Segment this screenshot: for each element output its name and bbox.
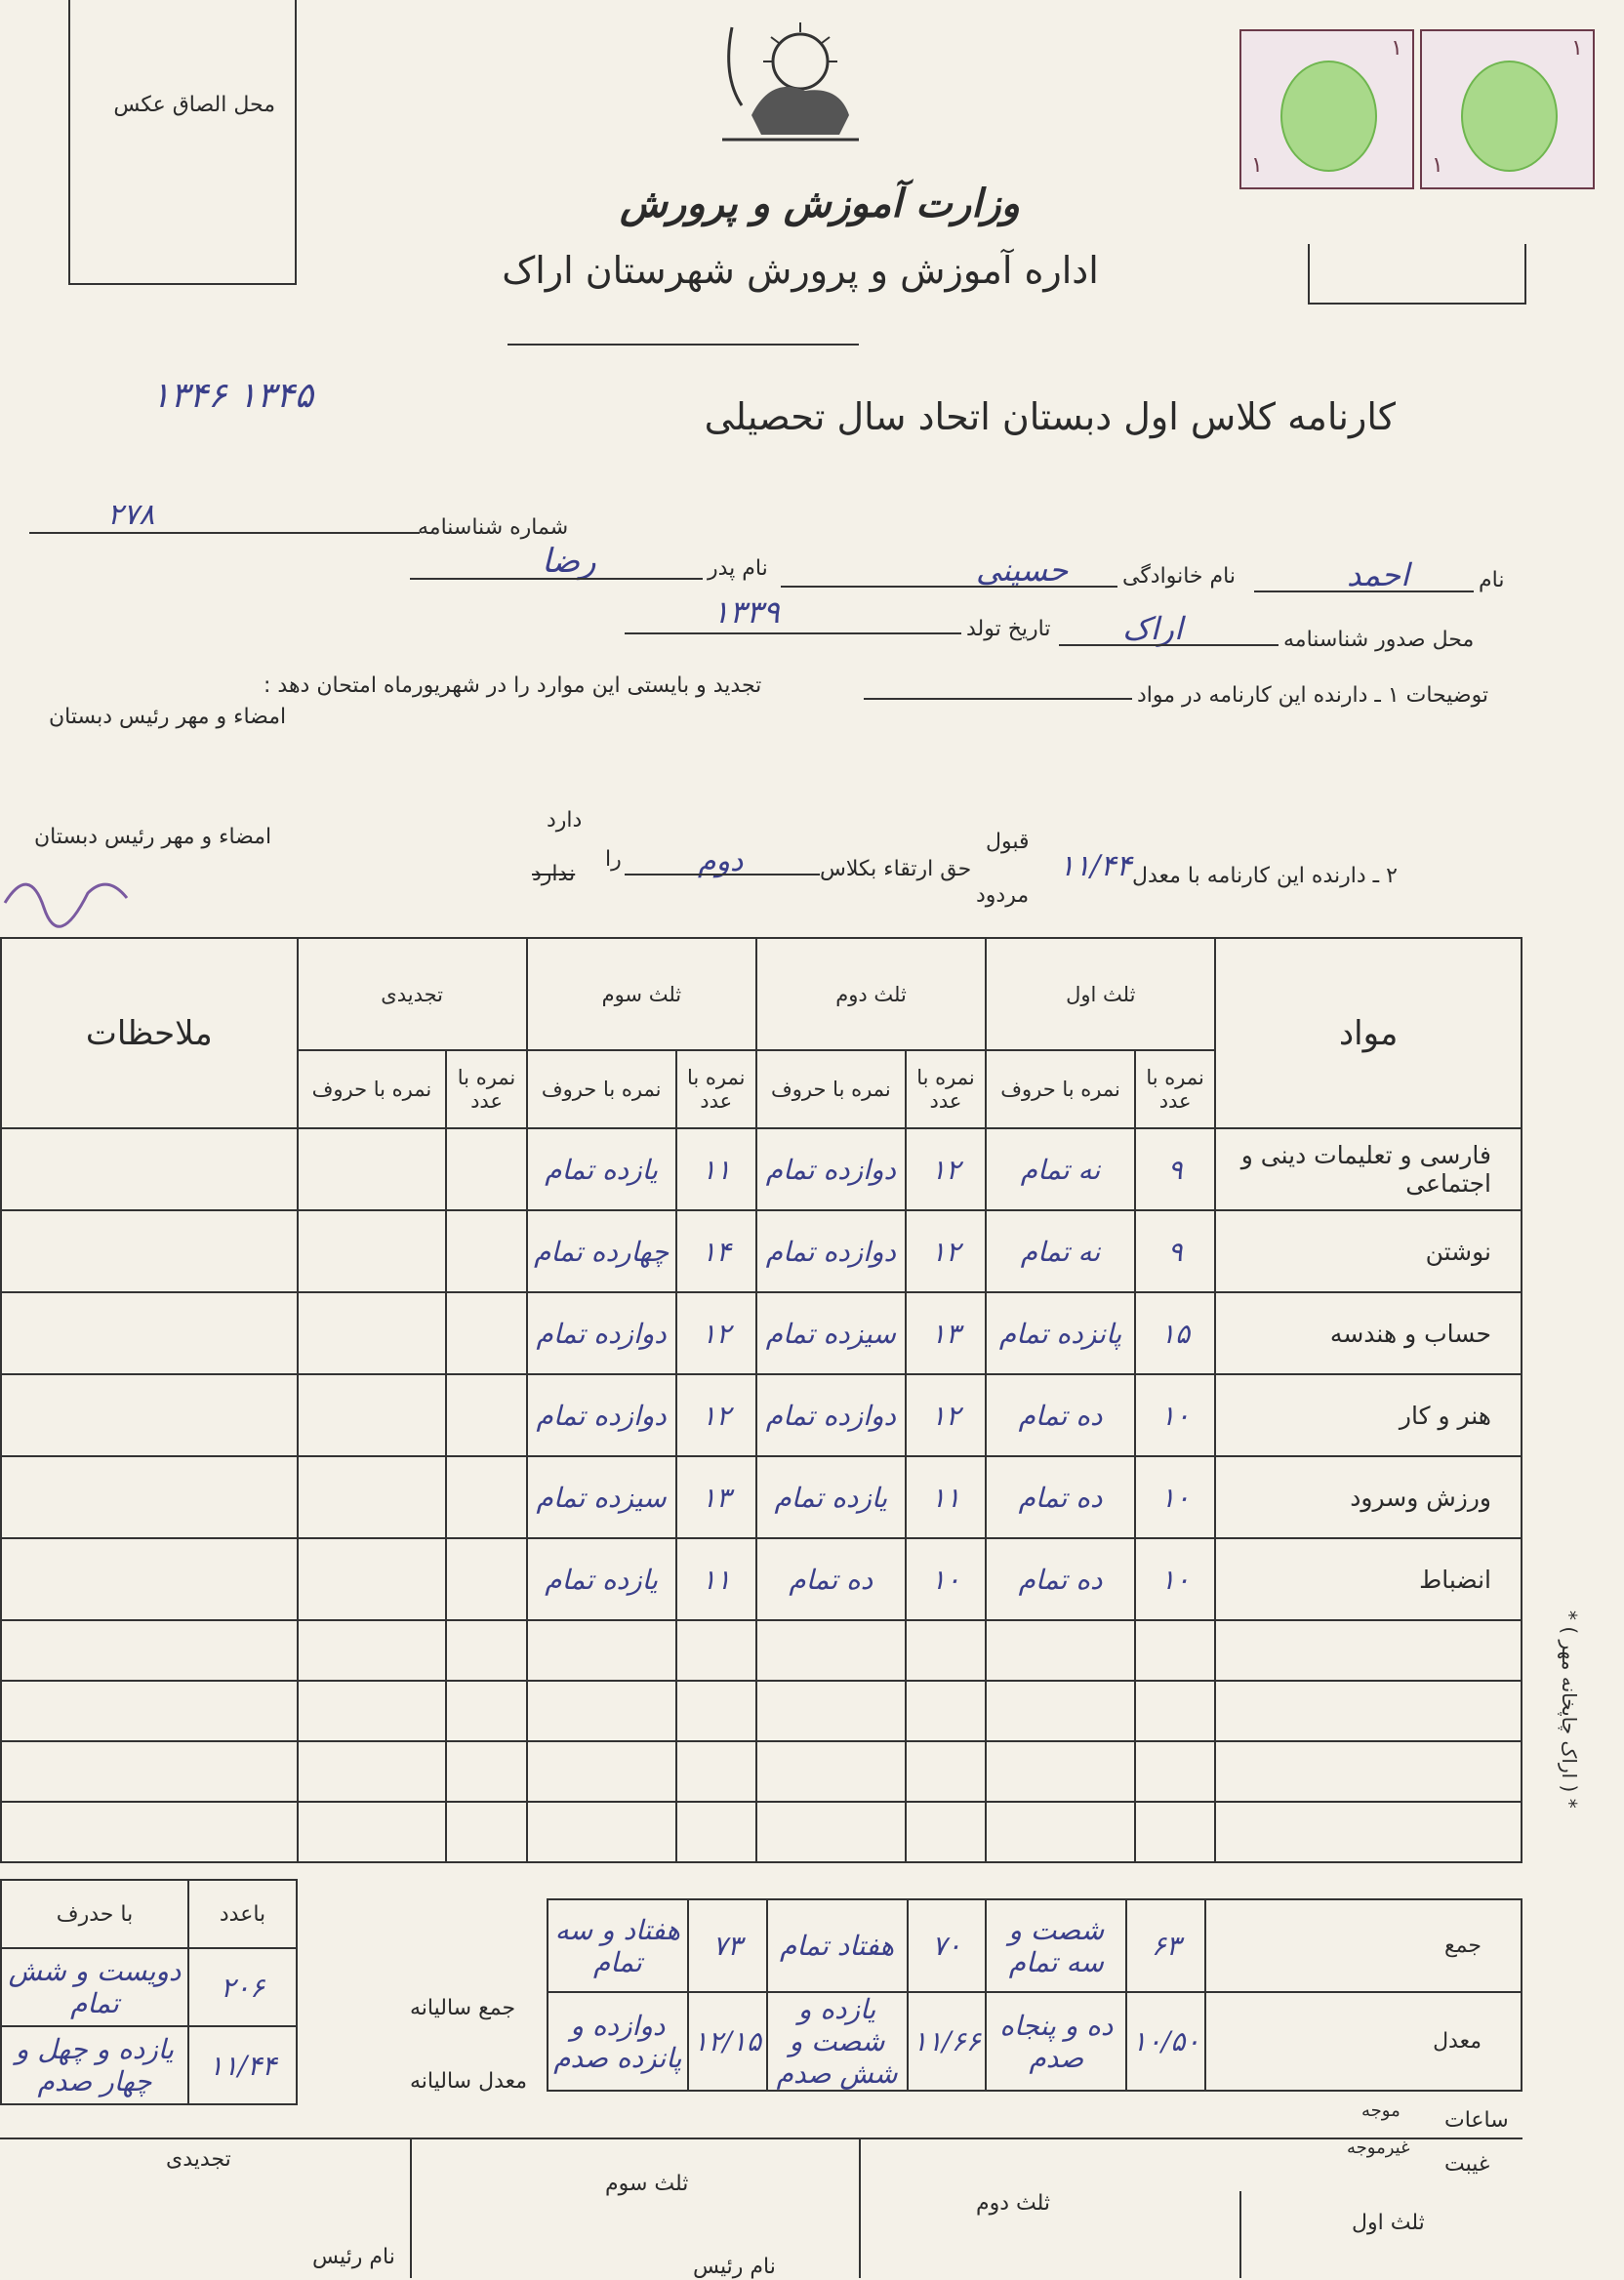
table-row: دوازده تمام ۱۲ سیزده تمام ۱۳ پانزده تمام ۱۵ حساب و هندسه [1,1292,1522,1374]
year-sum-label: جمع سالیانه [410,1996,516,2020]
footer-term3: ثلث سوم [605,2172,689,2196]
name-value: احمد [1347,556,1409,593]
birthplace-value: اراک [1122,610,1183,647]
table-row: دوازده تمام ۱۲ دوازده تمام ۱۲ ده تمام ۱۰ هنر و کار [1,1374,1522,1456]
father-label: نام پدر [708,556,768,581]
footer-retake: تجدیدی [166,2147,231,2172]
retake-header: تجدیدی [298,938,527,1050]
term3-header: ثلث سوم [527,938,756,1050]
lion-and-sun-emblem-icon [712,8,878,144]
table-row [1,1741,1522,1802]
unjustified-label: غیرموجه [1347,2138,1410,2158]
rejected-label: مردود [976,883,1030,908]
footer-term2: ثلث دوم [976,2191,1051,2216]
stamp-frame [1308,244,1526,305]
divider [508,344,859,346]
hours-label: ساعات [1444,2108,1509,2133]
term1-header: ثلث اول [986,938,1215,1050]
grades-table: ملاحظات تجدیدی ثلث سوم ثلث دوم ثلث اول مواد نمره با حروف نمره با عدد نمره با حروف نمره با عدد نمره با حروف نمره با عدد نمره با حروف نمره با عدد یازده تمام ۱۱ دوازده تمام ۱۲ نه تمام ۹ فارسی و تعلیمات دینی و اجتماعی چهارده تمام ۱۴ دوازده تمام ۱۲ نه تمام ۹ نوشتن دوازده تمام ۱۲ سیزده تمام ۱۳ پانزده تمام ۱۵ حساب و هندسه دوازده تمام ۱۲ دوازده تمام ۱۲ ده تمام ۱۰ هنر و کار سیزده تمام ۱۳ یازده تمام ۱۱ ده تمام ۱۰ ورزش وسرود یازده تمام ۱۱ ده تمام ۱۰ ده تمام ۱۰ انضباط [0,937,1522,1863]
has-label: دارد [547,808,583,833]
academic-years: ۱۳۴۶ ۱۳۴۵ [151,376,314,416]
table-row [1,1620,1522,1681]
ministry-title: وزارت آموزش و پرورش [620,181,1020,226]
table-row: سیزده تمام ۱۳ یازده تمام ۱۱ ده تمام ۱۰ ورزش وسرود [1,1456,1522,1538]
subjects-header: مواد [1215,938,1522,1128]
table-row: یازده تمام ۱۱ ده تمام ۱۰ ده تمام ۱۰ انضباط [1,1538,1522,1620]
signature-label-2: امضاء و مهر رئیس دبستان [34,825,272,849]
birthdate-value: ۱۳۳۹ [712,593,780,631]
revenue-stamp-left: ۱ ۱ [1239,29,1414,189]
table-row [1,1802,1522,1862]
footer-principal-2: نام رئیس [693,2255,776,2279]
family-label: نام خانوادگی [1122,564,1236,589]
name-label: نام [1479,568,1505,592]
justified-label: موجه [1361,2100,1401,2121]
notes-line1b: تجدید و بایستی این موارد را در شهریورماه امتحان دهد : [264,673,762,698]
printer-note: * ( اراک چاپخانه مهر ) * [1558,1610,1581,1809]
father-value: رضا [542,542,596,581]
photo-placeholder [68,0,297,285]
id-line [29,532,420,534]
id-value: ۲۷۸ [107,498,155,532]
year-summary-table: با حدرف باعدد دویست و شش تمام ۲۰۶ یازده و چهل و چهار صدم ۱۱/۴۴ [0,1879,298,2105]
revenue-stamp-right: ۱ ۱ [1420,29,1595,189]
table-row [1,1681,1522,1741]
footer-principal: نام رئیس [312,2245,395,2269]
accepted-label: قبول [986,830,1030,854]
promotion-label: حق ارتقاء بکلاس [820,857,972,881]
report-card-title: کارنامه کلاس اول دبستان اتحاد سال تحصیلی [704,395,1396,438]
department-title: اداره آموزش و پرورش شهرستان اراک [502,249,1099,292]
notes-line1: توضیحات ۱ ـ دارنده این کارنامه در مواد [1137,683,1489,708]
average-value: ۱۱/۴۴ [1059,849,1132,883]
table-row: یازده تمام ۱۱ دوازده تمام ۱۲ نه تمام ۹ فارسی و تعلیمات دینی و اجتماعی [1,1128,1522,1210]
remarks-header: ملاحظات [1,938,298,1128]
birthdate-label: تاریخ تولد [966,617,1051,641]
ra-label: را [605,847,622,872]
photo-label: محل الصاق عکس [113,93,275,117]
class-value: دوم [698,844,744,878]
term2-header: ثلث دوم [756,938,986,1050]
birthplace-label: محل صدور شناسنامه [1283,628,1475,652]
table-row: چهارده تمام ۱۴ دوازده تمام ۱۲ نه تمام ۹ نوشتن [1,1210,1522,1292]
id-label: شماره شناسنامه [418,515,569,540]
term-summary-table: هفتاد و سه تمام ۷۳ هفتاد تمام ۷۰ شصت و سه تمام ۶۳ جمع دوازده و پانزده صدم ۱۲/۱۵ یازده و شصت و شش صدم ۱۱/۶۶ ده و پنجاه صدم ۱۰/۵۰ معدل [547,1898,1522,2092]
has-not-label: ندارد [532,862,576,886]
absence-label: غیبت [1444,2152,1490,2177]
signature-icon [0,854,146,932]
notes-line2: ۲ ـ دارنده این کارنامه با معدل [1132,864,1398,888]
signature-label-1: امضاء و مهر رئیس دبستان [49,705,287,729]
footer-term1: ثلث اول [1352,2211,1425,2235]
family-value: حسینی [976,551,1069,589]
year-avg-label: معدل سالیانه [410,2069,528,2094]
